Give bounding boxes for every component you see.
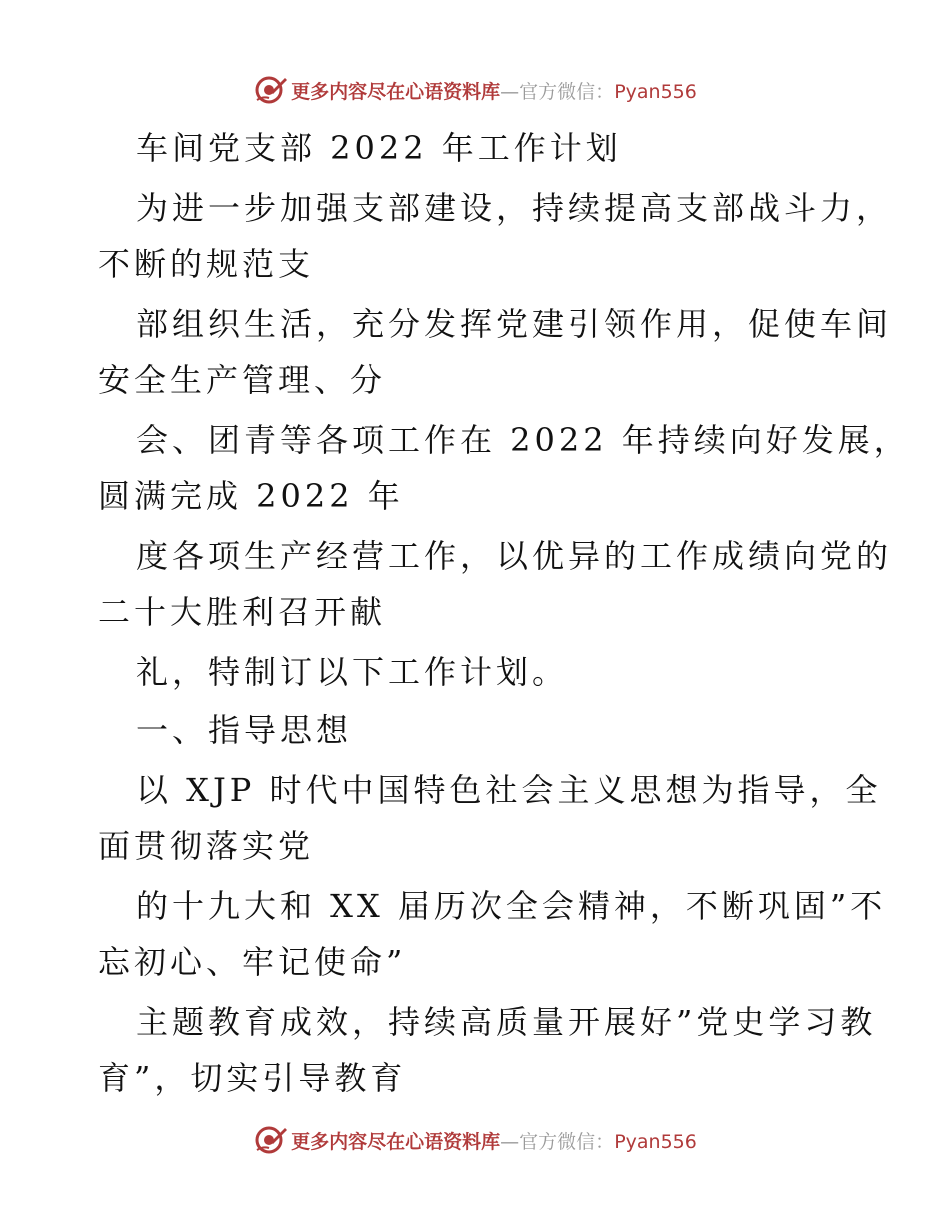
text-line: 礼，特制订以下工作计划。	[136, 653, 569, 691]
watermark-id: Pyan556	[614, 80, 697, 103]
watermark-id: Pyan556	[614, 1130, 697, 1153]
text-line: 不断的规范支	[98, 245, 315, 283]
text-line: 育”，切实引导教育	[98, 1059, 407, 1097]
text-line: 部组织生活，充分发挥党建引领作用，促使车间	[136, 305, 893, 343]
text-line: 二十大胜利召开献	[98, 593, 387, 631]
watermark-text	[291, 77, 697, 104]
text-line: 忘初心、牢记使命”	[98, 943, 407, 981]
text-line: 为进一步加强支部建设，持续提高支部战斗力，	[136, 189, 893, 227]
footer-watermark	[0, 1120, 950, 1160]
text-line: 度各项生产经营工作，以优异的工作成绩向党的	[136, 537, 893, 575]
text-line: 面贯彻落实党	[98, 827, 315, 865]
text-line: 会、团青等各项工作在 2022 年持续向好发展，	[136, 421, 910, 459]
pen-logo-icon	[253, 72, 289, 108]
pen-logo-icon	[253, 1122, 289, 1158]
text-line: 的十九大和 XX 届历次全会精神，不断巩固”不	[136, 887, 887, 925]
watermark-main: 更多内容尽在心语资料库	[291, 80, 501, 103]
document-title: 车间党支部 2022 年工作计划	[136, 129, 622, 167]
watermark-text	[291, 1127, 697, 1154]
text-line: 以 XJP 时代中国特色社会主义思想为指导，全	[136, 771, 882, 809]
watermark-label: 官方微信：	[519, 1130, 615, 1153]
watermark-label: 官方微信：	[519, 80, 615, 103]
watermark-separator: —	[500, 1130, 520, 1153]
header-watermark	[0, 70, 950, 110]
section-heading: 一、指导思想	[136, 711, 353, 749]
text-line: 圆满完成 2022 年	[98, 477, 404, 515]
text-line: 主题教育成效，持续高质量开展好”党史学习教	[136, 1003, 877, 1041]
text-line: 安全生产管理、分	[98, 361, 387, 399]
watermark-main: 更多内容尽在心语资料库	[291, 1130, 501, 1153]
watermark-separator: —	[500, 80, 520, 103]
